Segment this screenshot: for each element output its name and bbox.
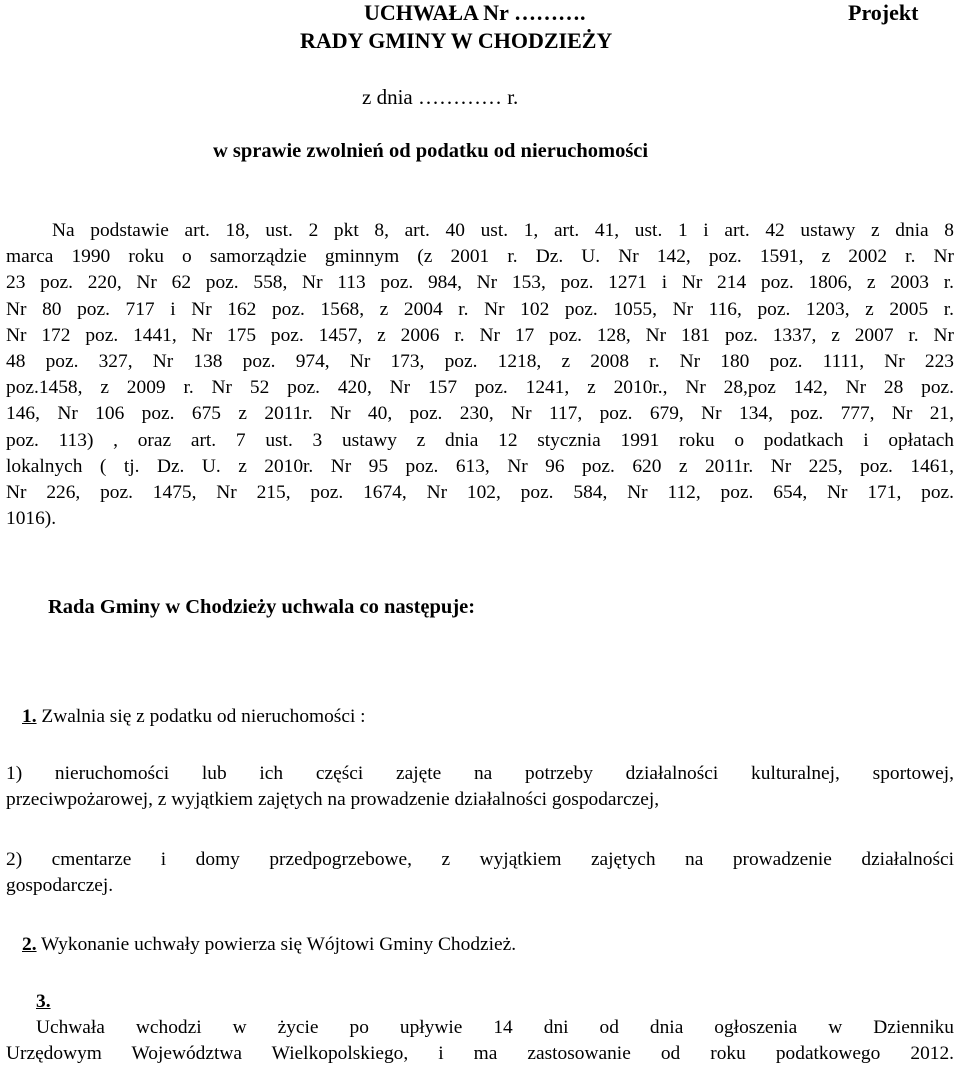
preamble-line: 23 poz. 220, Nr 62 poz. 558, Nr 113 poz. 984, Nr 153, poz. 1271 i Nr 214 poz. 1806, z 2003 r. <box>6 272 954 294</box>
preamble-line: lokalnych ( tj. Dz. U. z 2010r. Nr 95 poz. 613, Nr 96 poz. 620 z 2011r. Nr 225, poz. 1461, <box>6 455 954 477</box>
item-2 <box>6 847 954 899</box>
section-number: 3. <box>36 991 51 1012</box>
preamble-line: Nr 172 poz. 1441, Nr 175 poz. 1457, z 2006 r. Nr 17 poz. 128, Nr 181 poz. 1337, z 2007 r. Nr <box>6 324 954 346</box>
section-1 <box>22 704 366 730</box>
preamble-line: 48 poz. 327, Nr 138 poz. 974, Nr 173, poz. 1218, z 2008 r. Nr 180 poz. 1111, Nr 223 <box>6 351 954 373</box>
section-2 <box>22 932 516 958</box>
item-line: 2) cmentarze i domy przedpogrzebowe, z wyjątkiem zajętych na prowadzenie działalności <box>6 849 954 870</box>
preamble-line: poz.1458, z 2009 r. Nr 52 poz. 420, Nr 157 poz. 1241, z 2010r., Nr 28,poz 142, Nr 28 poz. <box>6 377 954 399</box>
preamble <box>6 218 954 532</box>
resolution-heading: Rada Gminy w Chodzieży uchwala co następuje: <box>48 596 476 618</box>
preamble-line: poz. 113) , oraz art. 7 ust. 3 ustawy z dnia 12 stycznia 1991 roku o podatkach i opłatach <box>6 429 954 451</box>
draft-label: Projekt <box>848 0 919 25</box>
section-text: Wykonanie uchwały powierza się Wójtowi Gminy Chodzież. <box>36 934 517 955</box>
date-line: z dnia ………… r. <box>362 85 519 109</box>
section-text: Urzędowym Województwa Wielkopolskiego, i ma zastosowanie od roku podatkowego 2012. <box>6 1043 954 1065</box>
item-1 <box>6 761 954 813</box>
resolution-title: UCHWAŁA Nr ………. <box>364 0 586 25</box>
preamble-line: Nr 80 poz. 717 i Nr 162 poz. 1568, z 2004 r. Nr 102 poz. 1055, Nr 116, poz. 1203, z 2005 r. <box>6 298 954 320</box>
item-line: przeciwpożarowej, z wyjątkiem zajętych na prowadzenie działalności gospodarczej, <box>6 789 660 811</box>
section-text: Uchwała wchodzi w życie po upływie 14 dni od dnia ogłoszenia w Dzienniku <box>36 1017 954 1039</box>
preamble-line: 146, Nr 106 poz. 675 z 2011r. Nr 40, poz. 230, Nr 117, poz. 679, Nr 134, poz. 777, Nr 21, <box>6 403 954 425</box>
item-line: gospodarczej. <box>6 875 114 897</box>
section-text: Zwalnia się z podatku od nieruchomości : <box>36 706 366 727</box>
preamble-line: Na podstawie art. 18, ust. 2 pkt 8, art. 40 ust. 1, art. 41, ust. 1 i art. 42 ustawy z dnia 8 <box>52 220 954 241</box>
preamble-line: 1016). <box>6 508 57 530</box>
item-line: 1) nieruchomości lub ich części zajęte na potrzeby działalności kulturalnej, sportowej, <box>6 763 954 784</box>
subject-line: w sprawie zwolnień od podatku od nieruchomości <box>213 140 649 162</box>
section-3 <box>6 989 954 1068</box>
section-number: 1. <box>22 706 37 727</box>
preamble-line: Nr 226, poz. 1475, Nr 215, poz. 1674, Nr 102, poz. 584, Nr 112, poz. 654, Nr 171, poz. <box>6 482 954 504</box>
preamble-line: marca 1990 roku o samorządzie gminnym (z 2001 r. Dz. U. Nr 142, poz. 1591, z 2002 r. Nr <box>6 246 954 268</box>
section-number: 2. <box>22 934 37 955</box>
council-name: RADY GMINY W CHODZIEŻY <box>300 28 613 53</box>
